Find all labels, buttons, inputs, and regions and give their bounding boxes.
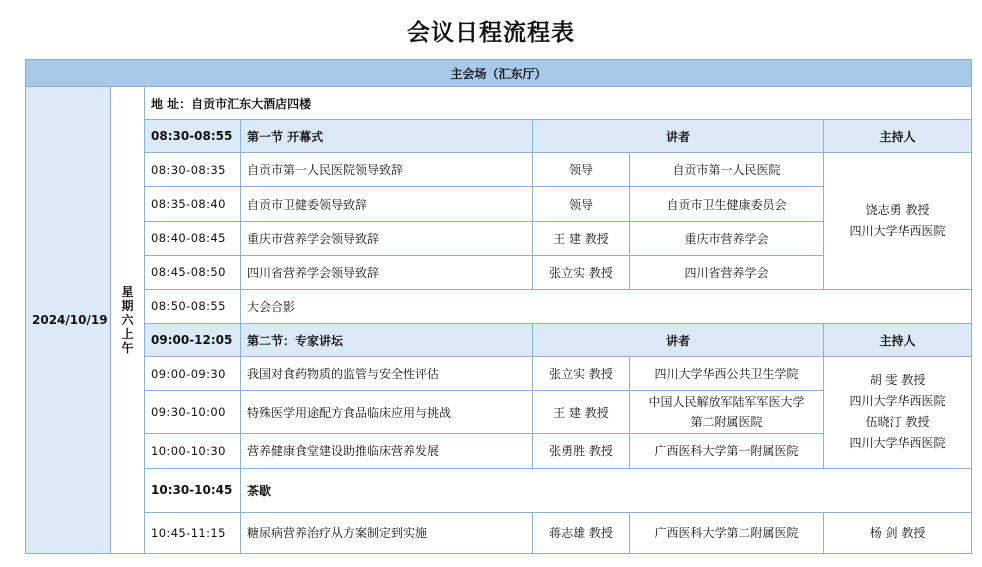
row-org: [630, 391, 824, 434]
row-time: 08:30-08:35: [145, 153, 241, 187]
org-line: 中国人民解放军陆军军医大学: [648, 395, 805, 410]
table-row: [26, 153, 972, 187]
row-speaker: 领导: [533, 187, 630, 221]
row-speaker: 王 建 教授: [533, 221, 630, 255]
row-topic: 特殊医学用途配方食品临床应用与挑战: [241, 391, 533, 434]
venue-row: [26, 60, 972, 87]
row-topic: 重庆市营养学会领导致辞: [241, 221, 533, 255]
row-org: 广西医科大学第一附属医院: [630, 434, 824, 468]
row-time: 09:00-09:30: [145, 357, 241, 391]
host-name: 饶志勇 教授: [865, 203, 930, 218]
row-topic: 四川省营养学会领导致辞: [241, 255, 533, 289]
row-org: 自贡市卫生健康委员会: [630, 187, 824, 221]
page-title: 会议日程流程表: [407, 19, 575, 46]
host-name: 胡 雯 教授: [869, 373, 926, 388]
break-time: 10:30-10:45: [145, 468, 241, 512]
row-topic: 自贡市第一人民医院领导致辞: [241, 153, 533, 187]
row-speaker: 张立实 教授: [533, 357, 630, 391]
row-org: 重庆市营养学会: [630, 221, 824, 255]
row-topic: 糖尿病营养治疗从方案制定到实施: [241, 512, 533, 553]
section2-host-header: 主持人: [824, 323, 972, 356]
row-time: 08:50-08:55: [145, 289, 241, 323]
section2-speaker-header: 讲者: [533, 323, 824, 356]
row-org: 自贡市第一人民医院: [630, 153, 824, 187]
venue-header: 主会场（汇东厅）: [26, 60, 972, 87]
row-topic: 我国对食药物质的监管与安全性评估: [241, 357, 533, 391]
row-time: 08:40-08:45: [145, 221, 241, 255]
date-cell: 2024/10/19: [26, 87, 111, 554]
day-label: 星期六上午: [121, 285, 134, 356]
schedule-table: [25, 59, 972, 554]
photo-row: [26, 289, 972, 323]
section1-speaker-header: 讲者: [533, 120, 824, 153]
host-org: 四川大学华西医院: [849, 394, 946, 409]
section1-host-cell: [824, 153, 972, 290]
row-speaker: 张勇胜 教授: [533, 434, 630, 468]
row-org: 四川省营养学会: [630, 255, 824, 289]
address-row: [26, 87, 972, 120]
break-label: 茶歇: [241, 468, 972, 512]
section1-header-row: [26, 120, 972, 153]
row-topic: 营养健康食堂建设助推临床营养发展: [241, 434, 533, 468]
host-name: 伍晓汀 教授: [865, 415, 930, 430]
row-speaker: 领导: [533, 153, 630, 187]
table-row: [26, 357, 972, 391]
section1-title: 第一节 开幕式: [241, 120, 533, 153]
row-org: 四川大学华西公共卫生学院: [630, 357, 824, 391]
table-row: [26, 512, 972, 553]
row-org: 广西医科大学第二附属医院: [630, 512, 824, 553]
row-time: 10:00-10:30: [145, 434, 241, 468]
row-time: 08:45-08:50: [145, 255, 241, 289]
section1-time: 08:30-08:55: [145, 120, 241, 153]
section2-time: 09:00-12:05: [145, 323, 241, 356]
row-topic: 大会合影: [241, 289, 972, 323]
row-speaker: 蒋志雄 教授: [533, 512, 630, 553]
section2-header-row: [26, 323, 972, 356]
row-time: 08:35-08:40: [145, 187, 241, 221]
row-topic: 自贡市卫健委领导致辞: [241, 187, 533, 221]
row-time: 09:30-10:00: [145, 391, 241, 434]
section2-host-cell: [824, 357, 972, 468]
section2-title: 第二节：专家讲坛: [241, 323, 533, 356]
row-speaker: 张立实 教授: [533, 255, 630, 289]
row-speaker: 王 建 教授: [533, 391, 630, 434]
address-cell: 地 址：自贡市汇东大酒店四楼: [145, 87, 972, 120]
row-host: 杨 剑 教授: [824, 512, 972, 553]
host-org: 四川大学华西医院: [849, 224, 946, 239]
row-time: 10:45-11:15: [145, 512, 241, 553]
host-org: 四川大学华西医院: [849, 436, 946, 451]
tea-break-row: [26, 468, 972, 512]
section1-host-header: 主持人: [824, 120, 972, 153]
day-cell: [111, 87, 145, 554]
org-line: 第二附属医院: [690, 415, 763, 430]
